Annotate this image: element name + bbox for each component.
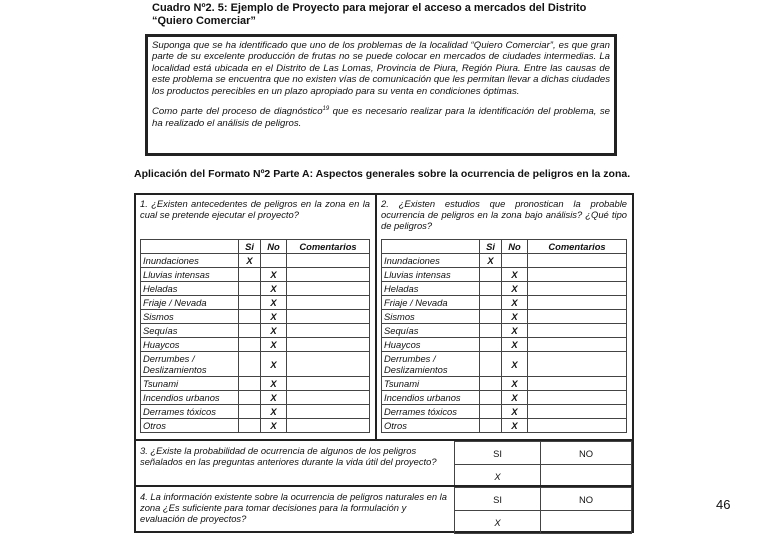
hazard-si-mark [239, 338, 261, 352]
hazard-no-mark: X [261, 391, 287, 405]
hazard-name: Incendios urbanos [382, 391, 480, 405]
hazard-no-mark: X [261, 296, 287, 310]
question-3-answers [454, 441, 632, 488]
hazard-row [382, 377, 627, 391]
hazard-comment [287, 324, 370, 338]
hazard-no-mark [502, 254, 528, 268]
hazard-si-mark [239, 310, 261, 324]
case-title-line2: “Quiero Comerciar” [152, 15, 256, 27]
hazard-comment [528, 296, 627, 310]
hazard-row [141, 254, 370, 268]
hazard-row [141, 405, 370, 419]
hazard-name: Sequías [141, 324, 239, 338]
hazard-si-mark [480, 282, 502, 296]
hazard-comment [287, 391, 370, 405]
hazard-comment [528, 310, 627, 324]
hazard-no-mark: X [261, 377, 287, 391]
hazard-row [382, 405, 627, 419]
hazard-comment [287, 254, 370, 268]
hazard-si-mark [239, 296, 261, 310]
q4-si-mark: X [455, 511, 541, 534]
hazard-name: Tsunami [141, 377, 239, 391]
case-paragraph-2 [152, 104, 610, 129]
hazard-no-mark: X [502, 377, 528, 391]
hazard-comment [528, 254, 627, 268]
hazard-table-2 [381, 239, 627, 433]
hazard-si-mark [239, 352, 261, 377]
hazard-si-mark [480, 338, 502, 352]
case-title [152, 2, 586, 28]
hazard-comment [528, 352, 627, 377]
hazard-name: Lluvias intensas [141, 268, 239, 282]
hazard-comment [287, 310, 370, 324]
hazard-no-mark: X [261, 324, 287, 338]
hazard-name: Inundaciones [141, 254, 239, 268]
hazard-si-mark [239, 391, 261, 405]
case-paragraph-2-start: Como parte del proceso de diagnóstico [152, 106, 323, 118]
hazard-row [141, 282, 370, 296]
hazard-no-mark: X [261, 405, 287, 419]
question-4-answers [454, 487, 632, 534]
hazard-si-mark [239, 268, 261, 282]
hazard-comment [287, 282, 370, 296]
hazard-row [382, 419, 627, 433]
hazard-comment [528, 391, 627, 405]
hazard-row [141, 268, 370, 282]
hazard-si-mark [239, 377, 261, 391]
hazard-row [382, 282, 627, 296]
hazard-name: Lluvias intensas [382, 268, 480, 282]
hazard-table-1 [140, 239, 370, 433]
hazard-no-mark: X [261, 352, 287, 377]
hazard-si-mark [239, 419, 261, 433]
hazard-name: Sismos [141, 310, 239, 324]
hazard-si-mark [480, 268, 502, 282]
hazard-si-mark [480, 310, 502, 324]
hazard-name: Huaycos [382, 338, 480, 352]
case-paragraph-2-end: que es necesario realizar para la identificación del problema, se ha realizado el análisis de peligros. [152, 106, 610, 129]
hazard-si-mark: X [239, 254, 261, 268]
hazard-si-mark [480, 352, 502, 377]
hazard-row [382, 296, 627, 310]
hazard-no-mark: X [502, 338, 528, 352]
hazard-no-mark: X [261, 338, 287, 352]
question-1: 1. ¿Existen antecedentes de peligros en la zona en la cual se pretende ejecutar el proyecto? [140, 198, 370, 221]
hazard-name: Derrumbes / Deslizamientos [141, 352, 239, 377]
col-blank [382, 240, 480, 254]
q3-si-label: SI [455, 442, 541, 465]
hazard-row [382, 254, 627, 268]
hazard-name: Derrames tóxicos [382, 405, 480, 419]
hazard-no-mark [261, 254, 287, 268]
hazard-comment [528, 268, 627, 282]
case-paragraph-1: Suponga que se ha identificado que uno de los problemas de la localidad “Quiero Comerciar”, es que gran parte de su excelente producción de frutas no se puede colocar en mercados de ciudades intermedias. La localidad está ubicada en el Distrito de Las Lomas, Provincia de Piura, Región Piura. Entre las causas de este problema se encuentra que no existen vías de comunicación que les permitan llevar a dichas ciudades los productos perecibles en un plazo apropiado para su venta en condiciones óptimas. [152, 40, 610, 97]
col-blank [141, 240, 239, 254]
col-no: No [261, 240, 287, 254]
hazard-comment [287, 405, 370, 419]
hazard-comment [528, 282, 627, 296]
hazard-row [382, 324, 627, 338]
q3-no-label: NO [541, 442, 632, 465]
hazard-row [141, 352, 370, 377]
hazard-comment [528, 419, 627, 433]
col-comments: Comentarios [528, 240, 627, 254]
hazard-form [134, 193, 634, 533]
hazard-name: Incendios urbanos [141, 391, 239, 405]
hazard-comment [528, 405, 627, 419]
hazard-row [382, 391, 627, 405]
hazard-no-mark: X [261, 282, 287, 296]
hazard-si-mark [239, 324, 261, 338]
hazard-name: Otros [141, 419, 239, 433]
hazard-name: Derrumbes / Deslizamientos [382, 352, 480, 377]
hazard-no-mark: X [502, 268, 528, 282]
hazard-no-mark: X [502, 324, 528, 338]
hazard-no-mark: X [502, 310, 528, 324]
hazard-name: Sequías [382, 324, 480, 338]
q4-no-mark [541, 511, 632, 534]
hazard-comment [528, 377, 627, 391]
hazard-name: Inundaciones [382, 254, 480, 268]
hazard-name: Tsunami [382, 377, 480, 391]
col-no: No [502, 240, 528, 254]
hazard-name: Derrames tóxicos [141, 405, 239, 419]
hazard-row [141, 324, 370, 338]
col-si: Si [480, 240, 502, 254]
hazard-name: Huaycos [141, 338, 239, 352]
hazard-row [382, 268, 627, 282]
hazard-si-mark [239, 282, 261, 296]
hazard-no-mark: X [502, 405, 528, 419]
hazard-name: Otros [382, 419, 480, 433]
column-divider [375, 195, 377, 441]
hazard-name: Heladas [382, 282, 480, 296]
hazard-no-mark: X [261, 419, 287, 433]
page-number: 46 [716, 497, 731, 512]
hazard-row [382, 310, 627, 324]
hazard-si-mark [480, 419, 502, 433]
q4-si-label: SI [455, 488, 541, 511]
footnote-ref: 19 [322, 106, 330, 113]
hazard-name: Friaje / Nevada [141, 296, 239, 310]
hazard-comment [287, 419, 370, 433]
col-si: Si [239, 240, 261, 254]
hazard-comment [528, 324, 627, 338]
hazard-name: Heladas [141, 282, 239, 296]
hazard-si-mark [480, 405, 502, 419]
case-description-box [145, 34, 617, 156]
hazard-comment [287, 296, 370, 310]
hazard-no-mark: X [502, 282, 528, 296]
hazard-row [141, 419, 370, 433]
hazard-si-mark [239, 405, 261, 419]
hazard-row [141, 377, 370, 391]
question-2: 2. ¿Existen estudios que pronostican la probable ocurrencia de peligros en la zona bajo análisis? ¿Qué tipo de peligros? [381, 198, 627, 232]
hazard-comment [528, 338, 627, 352]
hazard-no-mark: X [502, 419, 528, 433]
hazard-comment [287, 377, 370, 391]
hazard-row [382, 352, 627, 377]
hazard-row [141, 338, 370, 352]
question-3: 3. ¿Existe la probabilidad de ocurrencia de algunos de los peligros señalados en las preguntas anteriores durante la vida útil del proyecto? [140, 445, 437, 468]
hazard-si-mark [480, 391, 502, 405]
question-4: 4. La información existente sobre la ocurrencia de peligros naturales en la zona ¿Es suficiente para tomar decisiones para la formulación y evaluación de proyectos? [140, 491, 447, 525]
hazard-comment [287, 268, 370, 282]
hazard-si-mark [480, 324, 502, 338]
hazard-no-mark: X [261, 310, 287, 324]
q3-si-mark: X [455, 465, 541, 488]
hazard-si-mark [480, 377, 502, 391]
hazard-row [141, 391, 370, 405]
hazard-name: Sismos [382, 310, 480, 324]
q4-no-label: NO [541, 488, 632, 511]
hazard-no-mark: X [502, 296, 528, 310]
hazard-no-mark: X [261, 268, 287, 282]
hazard-comment [287, 338, 370, 352]
col-comments: Comentarios [287, 240, 370, 254]
section-title: Aplicación del Formato Nº2 Parte A: Aspectos generales sobre la ocurrencia de peligros en la zona. [134, 168, 631, 180]
hazard-row [382, 338, 627, 352]
hazard-row [141, 296, 370, 310]
hazard-row [141, 310, 370, 324]
case-title-line1: Cuadro Nº2. 5: Ejemplo de Proyecto para mejorar el acceso a mercados del Distrito [152, 2, 587, 14]
hazard-name: Friaje / Nevada [382, 296, 480, 310]
hazard-comment [287, 352, 370, 377]
hazard-no-mark: X [502, 352, 528, 377]
hazard-no-mark: X [502, 391, 528, 405]
hazard-si-mark: X [480, 254, 502, 268]
hazard-si-mark [480, 296, 502, 310]
